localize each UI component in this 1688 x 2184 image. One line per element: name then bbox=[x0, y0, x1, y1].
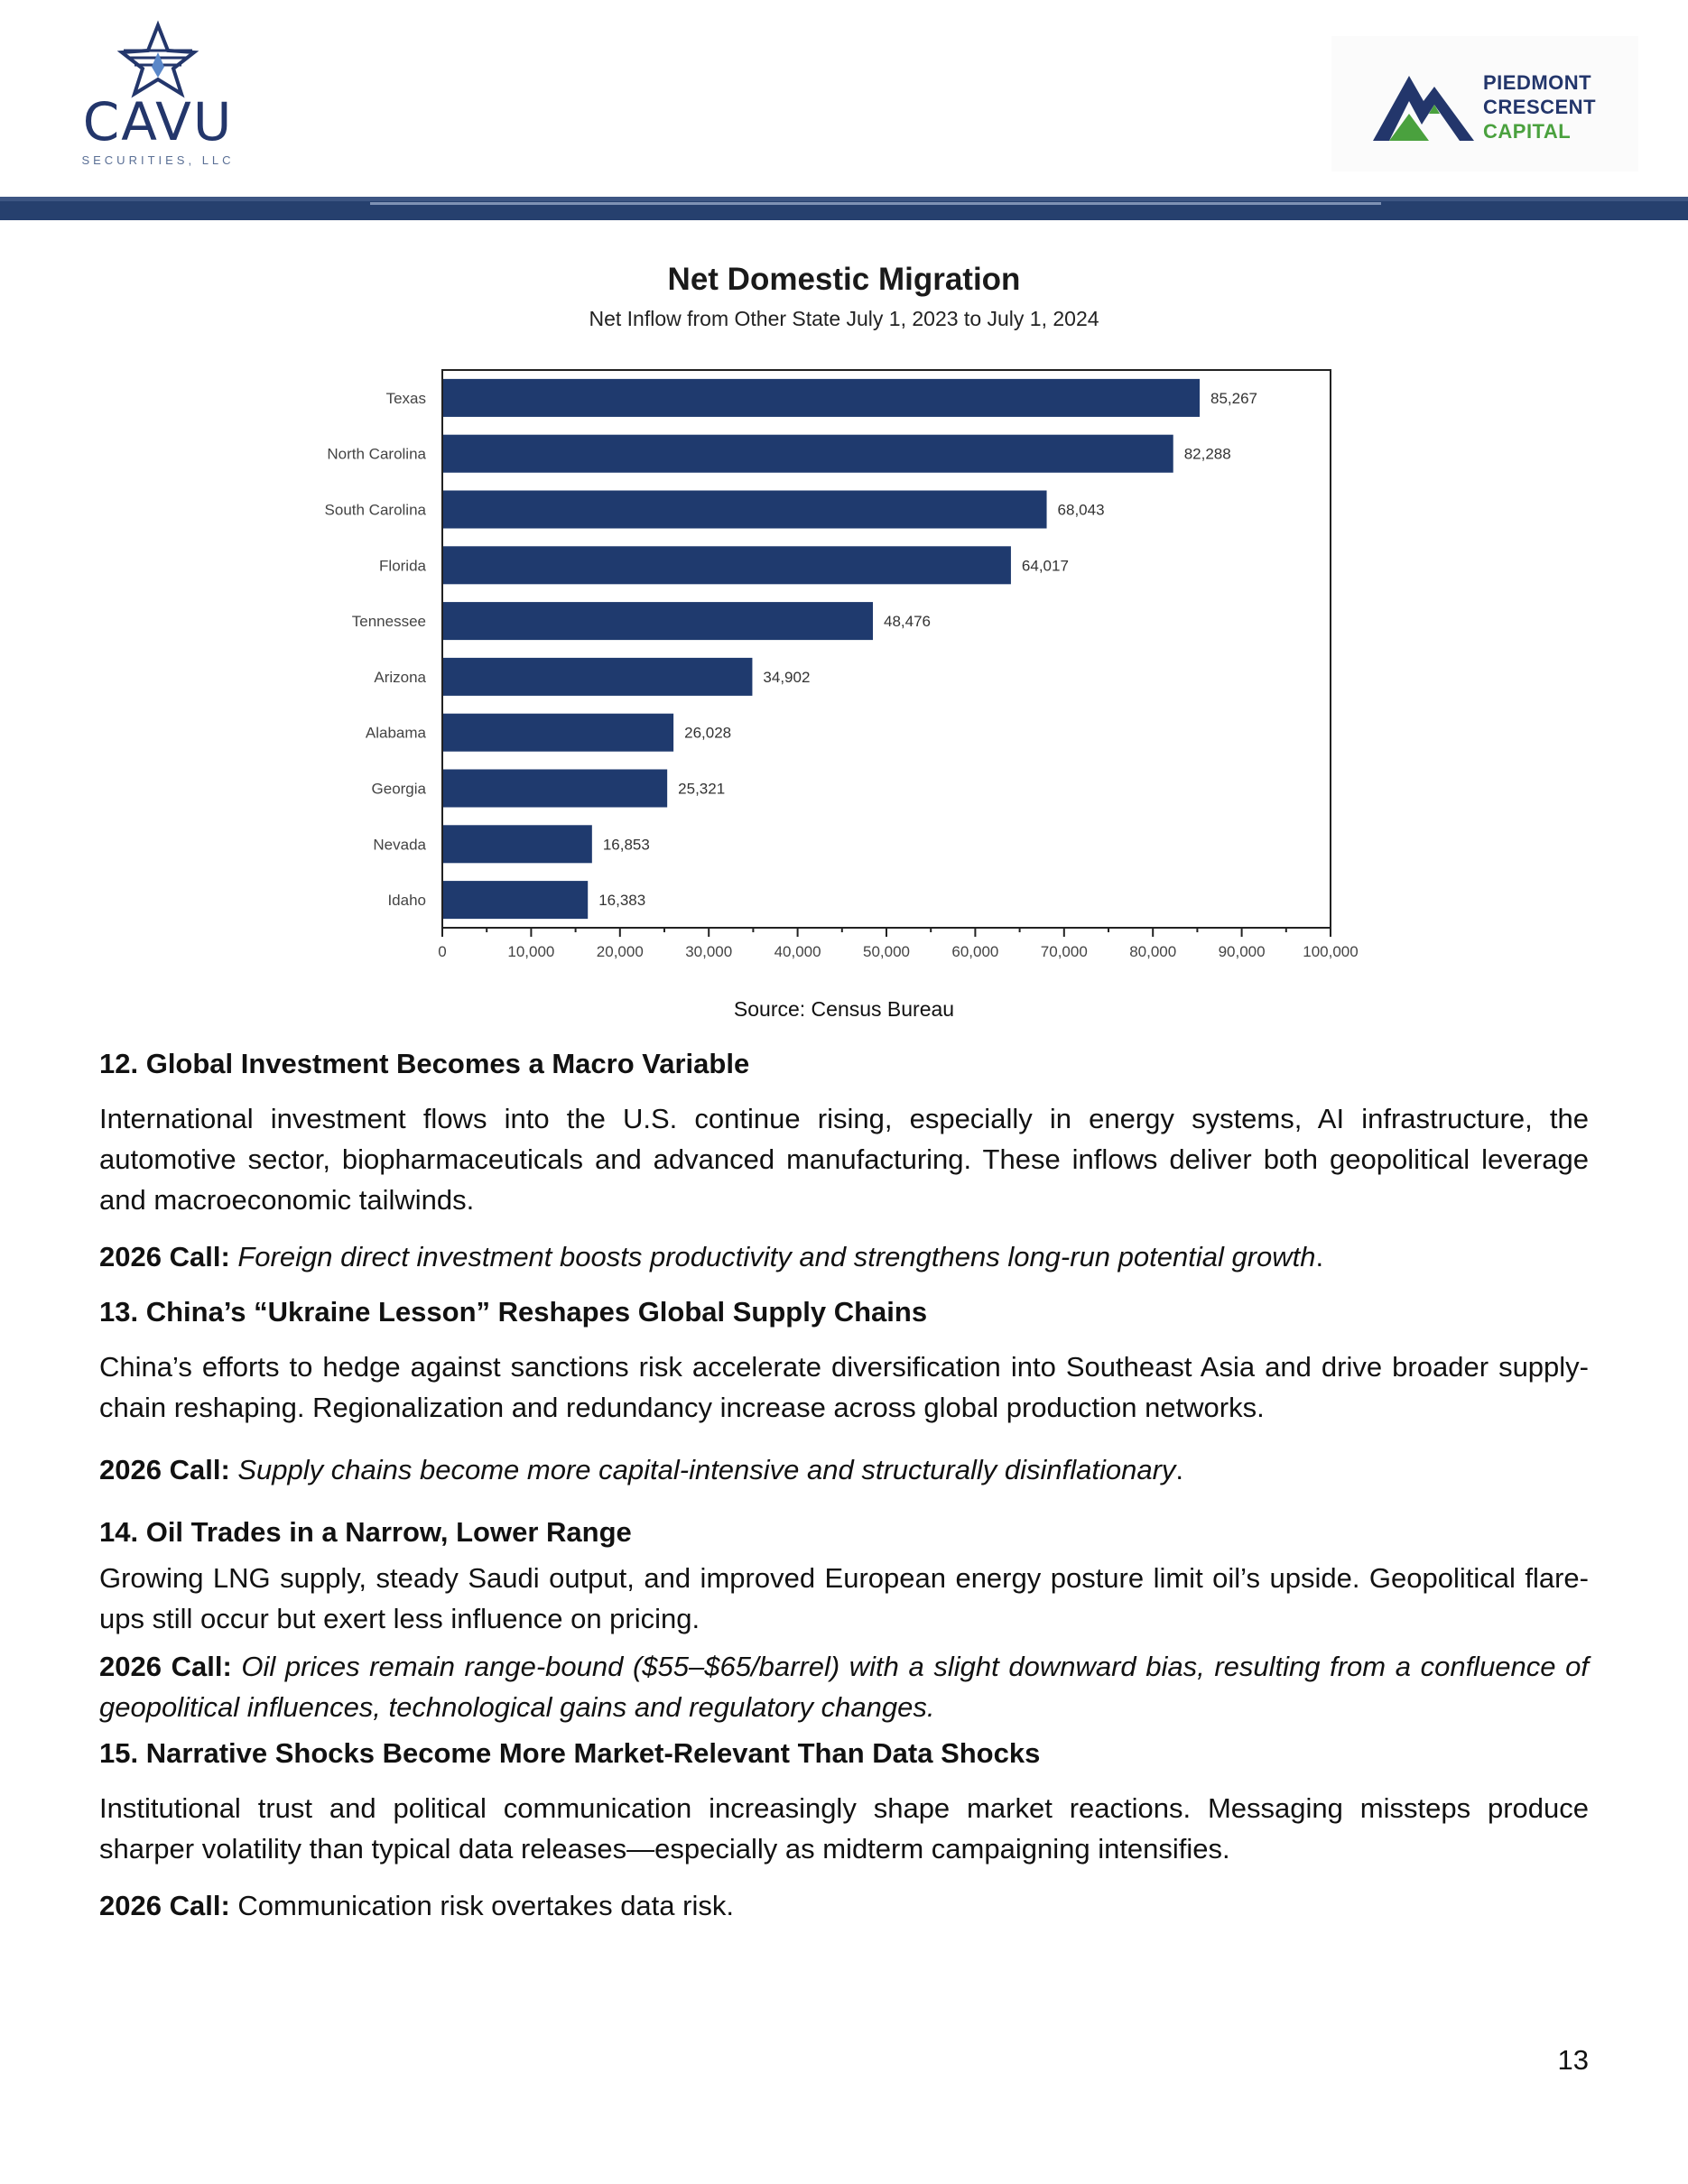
cavu-wordmark: CAVU bbox=[82, 91, 234, 153]
x-tick-label: 30,000 bbox=[685, 943, 733, 960]
section-15-heading: 15. Narrative Shocks Become More Market-Relevant Than Data Shocks bbox=[99, 1737, 1041, 1769]
data-label: 48,476 bbox=[884, 613, 932, 631]
x-tick-label: 0 bbox=[438, 943, 447, 960]
data-label: 26,028 bbox=[684, 724, 732, 742]
bar-texas bbox=[443, 379, 1200, 417]
chart-source: Source: Census Bureau bbox=[733, 997, 955, 1021]
x-tick-label: 80,000 bbox=[1129, 943, 1177, 960]
data-label: 25,321 bbox=[678, 780, 726, 798]
x-tick-label: 10,000 bbox=[507, 943, 555, 960]
x-tick-label: 70,000 bbox=[1040, 943, 1088, 960]
section-12-heading: 12. Global Investment Becomes a Macro Variable bbox=[99, 1048, 750, 1079]
page-number: 13 bbox=[1557, 2044, 1589, 2076]
chart-title: Net Domestic Migration bbox=[667, 262, 1021, 297]
x-tick-label: 90,000 bbox=[1218, 943, 1266, 960]
call-label: 2026 Call bbox=[99, 1890, 221, 1921]
bar-florida bbox=[443, 546, 1011, 584]
section-14-heading: 14. Oil Trades in a Narrow, Lower Range bbox=[99, 1516, 632, 1548]
article-content bbox=[99, 1038, 1589, 1926]
call-label: 2026 Call bbox=[99, 1454, 221, 1485]
category-label: Tennessee bbox=[351, 613, 426, 631]
chart-subtitle: Net Inflow from Other State July 1, 2023 to July 1, 2024 bbox=[589, 307, 1099, 330]
net-domestic-migration-chart bbox=[271, 253, 1417, 1029]
section-15-call: 2026 Call: Communication risk overtakes data risk. bbox=[99, 1890, 734, 1921]
x-tick-label: 50,000 bbox=[863, 943, 910, 960]
data-label: 16,383 bbox=[598, 892, 646, 910]
category-label: Idaho bbox=[387, 892, 426, 910]
data-label: 82,288 bbox=[1183, 445, 1231, 463]
section-12-body: International investment flows into the U.S. continue rising, especially in energy systems, AI infrastructure, the automotive sector, biopharmaceuticals and advanced manufacturing. These inflows deliver both geopolitical leverage and macroeconomic tailwinds. bbox=[99, 1103, 1589, 1216]
cavu-securities-logo bbox=[77, 20, 239, 173]
section-14-call: 2026 Call: Oil prices remain range-bound ($55–$65/barrel) with a slight downward bias, resulting from a confluence of geopolitical influences, technological gains and regulatory changes. bbox=[99, 1651, 1589, 1723]
category-label: South Carolina bbox=[324, 501, 426, 519]
bar-arizona bbox=[443, 658, 752, 696]
bar-south-carolina bbox=[443, 490, 1047, 528]
category-label: Florida bbox=[379, 557, 426, 575]
section-15-body: Institutional trust and political communication increasingly shape market reactions. Messaging missteps produce sharper volatility than typical data releases—especially as midterm campaigning intensifies. bbox=[99, 1792, 1589, 1865]
bar-idaho bbox=[443, 881, 588, 919]
logo-line-capital: CAPITAL bbox=[1483, 120, 1572, 143]
call-label: 2026 Call bbox=[99, 1651, 223, 1682]
data-label: 68,043 bbox=[1057, 501, 1105, 519]
call-label: 2026 Call bbox=[99, 1241, 221, 1272]
section-14-body: Growing LNG supply, steady Saudi output, and improved European energy posture limit oil’s upside. Geopolitical flare-ups still occur but exert less influence on pricing. bbox=[99, 1562, 1589, 1634]
section-13-call: 2026 Call: Supply chains become more capital-intensive and structurally disinflationary. bbox=[99, 1454, 1184, 1485]
category-label: Texas bbox=[385, 389, 426, 407]
bar-nevada bbox=[443, 825, 592, 863]
bar-tennessee bbox=[443, 602, 873, 640]
section-13-body: China’s efforts to hedge against sanctions risk accelerate diversification into Southeast Asia and drive broader supply-chain reshaping. Regionalization and redundancy increase across global production networks. bbox=[99, 1351, 1589, 1423]
call-text: Oil prices remain range-bound ($55–$65/barrel) with a slight downward bias, resulting from a confluence of geopolitical influences, technological gains and regulatory changes. bbox=[99, 1651, 1589, 1723]
call-text: Foreign direct investment boosts productivity and strengthens long-run potential growth bbox=[237, 1241, 1316, 1272]
cavu-subtitle: SECURITIES, LLC bbox=[81, 153, 235, 167]
x-tick-label: 40,000 bbox=[774, 943, 821, 960]
star-icon bbox=[77, 20, 239, 101]
category-label: North Carolina bbox=[327, 445, 426, 463]
data-label: 85,267 bbox=[1210, 389, 1258, 407]
chart-plot bbox=[271, 253, 1417, 975]
header-divider-bar bbox=[0, 197, 1688, 220]
data-label: 34,902 bbox=[763, 668, 811, 686]
data-label: 64,017 bbox=[1021, 557, 1069, 575]
bar-north-carolina bbox=[443, 435, 1173, 473]
logo-line-piedmont: PIEDMONT bbox=[1483, 71, 1592, 94]
call-text: Supply chains become more capital-intensive and structurally disinflationary bbox=[237, 1454, 1176, 1485]
x-tick-label: 60,000 bbox=[951, 943, 999, 960]
bar-alabama bbox=[443, 714, 673, 752]
piedmont-crescent-capital-logo bbox=[1331, 36, 1638, 171]
category-label: Georgia bbox=[371, 780, 426, 798]
section-12-call: 2026 Call: Foreign direct investment boosts productivity and strengthens long-run potential growth. bbox=[99, 1241, 1324, 1272]
x-tick-label: 100,000 bbox=[1303, 943, 1359, 960]
logo-line-crescent: CRESCENT bbox=[1483, 96, 1597, 118]
data-label: 16,853 bbox=[602, 836, 650, 854]
bar-georgia bbox=[443, 769, 667, 807]
category-label: Arizona bbox=[374, 668, 426, 686]
category-label: Nevada bbox=[373, 836, 426, 854]
category-label: Alabama bbox=[365, 724, 426, 742]
section-13-heading: 13. China’s “Ukraine Lesson” Reshapes Global Supply Chains bbox=[99, 1296, 928, 1328]
x-tick-label: 20,000 bbox=[596, 943, 644, 960]
call-text: Communication risk overtakes data risk. bbox=[237, 1890, 734, 1921]
